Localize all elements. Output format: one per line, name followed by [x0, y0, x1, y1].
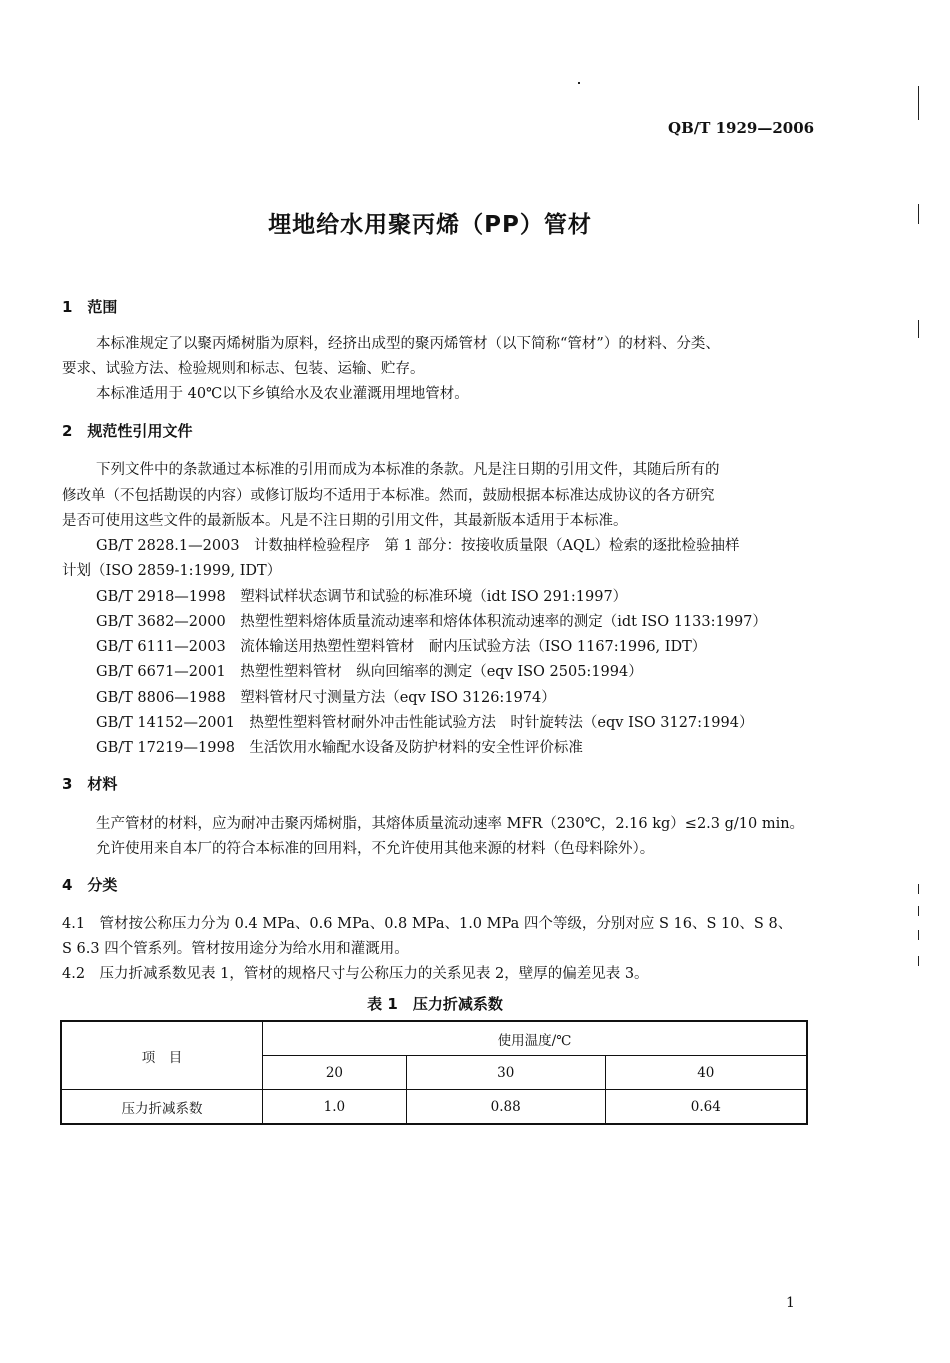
page-number: 1	[786, 1295, 795, 1311]
scan-mark	[918, 86, 919, 120]
clause-4-1-line-1: 4.1 管材按公称压力分为 0.4 MPa、0.6 MPa、0.8 MPa、1.0 MPa 四个等级，分别对应 S 16、S 10、S 8、	[62, 916, 793, 932]
section-1-para-1-line-2: 要求、试验方法、检验规则和标志、包装、运输、贮存。	[62, 361, 425, 377]
section-3-line-1: 生产管材的材料，应为耐冲击聚丙烯树脂，其熔体质量流动速率 MFR（230℃，2.16 kg）≤2.3 g/10 min。	[96, 816, 805, 832]
reference-item-continuation: 计划（ISO 2859-1:1999, IDT）	[62, 563, 282, 579]
value-cell: 0.64	[605, 1090, 807, 1125]
section-1-para-1-line-1: 本标准规定了以聚丙烯树脂为原料，经挤出成型的聚丙烯管材（以下简称“管材”）的材料、分类、	[96, 336, 720, 352]
scan-mark	[918, 956, 919, 966]
item-header-cell: 项 目	[61, 1021, 263, 1090]
section-3-line-2: 允许使用来自本厂的符合本标准的回用料，不允许使用其他来源的材料（色母料除外）。	[96, 841, 655, 857]
section-2-heading: 2 规范性引用文件	[62, 422, 193, 440]
temperature-cell: 30	[406, 1056, 605, 1090]
reference-item: GB/T 2828.1—2003 计数抽样检验程序 第 1 部分：按接收质量限（AQL）检索的逐批检验抽样	[96, 538, 740, 554]
section-3-heading: 3 材料	[62, 775, 118, 793]
scan-mark	[918, 204, 919, 224]
scan-dot	[578, 82, 580, 84]
section-2-intro-line-3: 是否可使用这些文件的最新版本。凡是不注日期的引用文件，其最新版本适用于本标准。	[62, 513, 628, 529]
scan-mark	[918, 906, 919, 916]
temperature-cell: 40	[605, 1056, 807, 1090]
temperature-header-cell: 使用温度/℃	[263, 1021, 808, 1056]
section-2-intro-line-1: 下列文件中的条款通过本标准的引用而成为本标准的条款。凡是注日期的引用文件，其随后所有的	[96, 462, 720, 478]
value-cell: 0.88	[406, 1090, 605, 1125]
section-1-para-2: 本标准适用于 40℃以下乡镇给水及农业灌溉用埋地管材。	[96, 386, 469, 402]
pressure-reduction-table	[60, 1020, 808, 1125]
section-2-intro-line-2: 修改单（不包括勘误的内容）或修订版均不适用于本标准。然而，鼓励根据本标准达成协议的各方研究	[62, 488, 715, 504]
reference-item: GB/T 2918—1998 塑料试样状态调节和试验的标准环境（idt ISO 291:1997）	[96, 589, 628, 605]
clause-4-1-line-2: S 6.3 四个管系列。管材按用途分为给水用和灌溉用。	[62, 941, 409, 957]
scan-mark	[918, 320, 919, 338]
table-1-caption: 表 1 压力折减系数	[367, 995, 503, 1013]
value-cell: 1.0	[263, 1090, 407, 1125]
reference-item: GB/T 8806—1988 塑料管材尺寸测量方法（eqv ISO 3126:1974）	[96, 690, 556, 706]
row-label-cell: 压力折减系数	[61, 1090, 263, 1125]
reference-item: GB/T 6671—2001 热塑性塑料管材 纵向回缩率的测定（eqv ISO 2505:1994）	[96, 664, 643, 680]
reference-item: GB/T 17219—1998 生活饮用水输配水设备及防护材料的安全性评价标准	[96, 740, 583, 756]
document-title: 埋地给水用聚丙烯（PP）管材	[268, 212, 592, 238]
scan-mark	[918, 884, 919, 894]
clause-4-2: 4.2 压力折减系数见表 1，管材的规格尺寸与公称压力的关系见表 2，壁厚的偏差见表 3。	[62, 966, 649, 982]
reference-item: GB/T 3682—2000 热塑性塑料熔体质量流动速率和熔体体积流动速率的测定（idt ISO 1133:1997）	[96, 614, 767, 630]
section-4-heading: 4 分类	[62, 876, 118, 894]
table-row	[61, 1090, 807, 1125]
temperature-cell: 20	[263, 1056, 407, 1090]
reference-item: GB/T 14152—2001 热塑性塑料管材耐外冲击性能试验方法 时针旋转法（eqv ISO 3127:1994）	[96, 715, 754, 731]
scan-mark	[918, 930, 919, 940]
table-header-row	[61, 1021, 807, 1056]
standard-number: QB/T 1929—2006	[668, 119, 815, 137]
reference-item: GB/T 6111—2003 流体输送用热塑性塑料管材 耐内压试验方法（ISO 1167:1996, IDT）	[96, 639, 707, 655]
section-1-heading: 1 范围	[62, 298, 118, 316]
